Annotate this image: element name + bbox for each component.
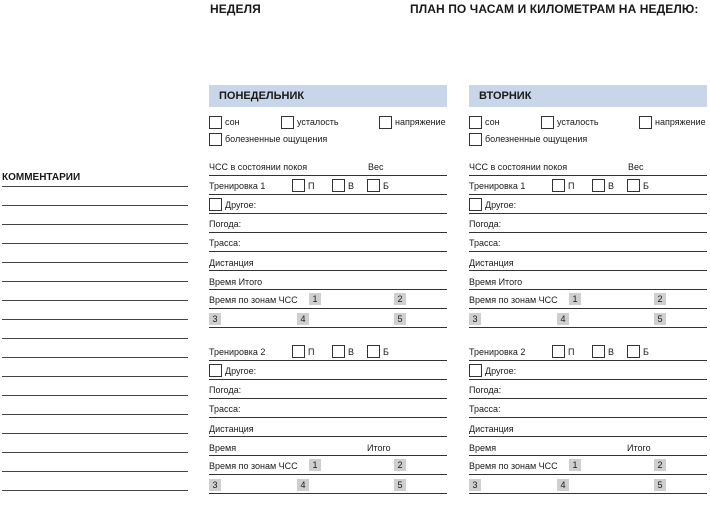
zone-4-tag: 4 [297, 479, 309, 491]
zone-3-tag: 3 [469, 313, 481, 325]
other-row[interactable] [209, 195, 447, 214]
hr-zones-label: Время по зонам ЧСС [209, 461, 298, 471]
route-label: Трасса: [209, 238, 241, 248]
comment-line[interactable] [2, 395, 188, 396]
time-total-label: Время Итого [469, 277, 523, 287]
route-label: Трасса: [469, 238, 501, 248]
type-v-label: В [608, 347, 615, 357]
type-v-label: В [348, 181, 355, 191]
tension-checkbox[interactable] [379, 116, 392, 129]
resting-hr-label: ЧСС в состоянии покоя [209, 162, 308, 172]
resting-hr-row[interactable] [209, 157, 447, 176]
fatigue-label: усталость [557, 117, 599, 127]
day-block-monday [209, 85, 447, 506]
zone-5-tag: 5 [654, 479, 666, 491]
pain-checkbox[interactable] [209, 133, 222, 146]
other-row[interactable] [209, 361, 447, 380]
resting-hr-row[interactable] [469, 157, 707, 176]
training1-label: Тренировка 1 [469, 181, 526, 191]
time-total-row[interactable] [209, 271, 447, 290]
comment-line[interactable] [2, 433, 188, 434]
fatigue-checkbox[interactable] [541, 116, 554, 129]
comment-line[interactable] [2, 186, 188, 187]
weight-label: Вес [628, 162, 644, 172]
other-label: Другое: [485, 366, 517, 376]
day-block-tuesday [469, 85, 707, 506]
weight-label: Вес [368, 162, 384, 172]
distance-row[interactable] [469, 252, 707, 271]
tension-label: напряжение [655, 117, 706, 127]
training2-label: Тренировка 2 [209, 347, 266, 357]
type-v-label: В [608, 181, 615, 191]
time-row[interactable] [209, 437, 447, 456]
zone-4-tag: 4 [557, 313, 569, 325]
zone-4-tag: 4 [557, 479, 569, 491]
comment-line[interactable] [2, 471, 188, 472]
route-row[interactable] [469, 233, 707, 252]
hr-zones-label: Время по зонам ЧСС [209, 295, 298, 305]
comment-line[interactable] [2, 224, 188, 225]
type-v-label: В [348, 347, 355, 357]
other-label: Другое: [485, 200, 517, 210]
route-row[interactable] [209, 233, 447, 252]
zone-3-tag: 3 [209, 313, 221, 325]
comment-line[interactable] [2, 205, 188, 206]
type-v-checkbox[interactable] [592, 179, 605, 192]
type-b-checkbox[interactable] [367, 179, 380, 192]
zone-2-tag: 2 [654, 459, 666, 471]
sleep-checkbox[interactable] [469, 116, 482, 129]
route-row[interactable] [469, 399, 707, 418]
zone-3-tag: 3 [209, 479, 221, 491]
zone-2-tag: 2 [394, 459, 406, 471]
day-name: ВТОРНИК [479, 90, 532, 102]
other-label: Другое: [225, 200, 257, 210]
sleep-checkbox[interactable] [209, 116, 222, 129]
time-total-label: Время Итого [209, 277, 263, 287]
type-b-label: Б [383, 181, 389, 191]
type-b-checkbox[interactable] [367, 345, 380, 358]
training2-row [469, 342, 707, 361]
weather-row[interactable] [209, 380, 447, 399]
training1-label: Тренировка 1 [209, 181, 266, 191]
sleep-label: сон [225, 117, 240, 127]
tension-label: напряжение [395, 117, 446, 127]
hr-zones-row-2[interactable] [209, 475, 447, 494]
comment-line[interactable] [2, 319, 188, 320]
distance-row[interactable] [469, 418, 707, 437]
hr-zones-row[interactable] [209, 456, 447, 475]
route-label: Трасса: [469, 404, 501, 414]
weather-row[interactable] [469, 380, 707, 399]
type-p-label: П [568, 347, 575, 357]
pain-label: болезненные ощущения [225, 134, 328, 144]
zone-3-tag: 3 [469, 479, 481, 491]
comment-line[interactable] [2, 414, 188, 415]
time-row[interactable] [469, 437, 707, 456]
zone-1-tag: 1 [309, 459, 321, 471]
type-b-label: Б [383, 347, 389, 357]
zone-5-tag: 5 [394, 479, 406, 491]
comment-line[interactable] [2, 262, 188, 263]
weather-label: Погода: [209, 385, 242, 395]
other-checkbox[interactable] [469, 364, 482, 377]
time-total-row[interactable] [469, 271, 707, 290]
weather-row[interactable] [469, 214, 707, 233]
day-name: ПОНЕДЕЛЬНИК [219, 90, 305, 102]
type-v-checkbox[interactable] [592, 345, 605, 358]
plan-title: ПЛАН ПО ЧАСАМ И КИЛОМЕТРАМ НА НЕДЕЛЮ: [410, 2, 699, 16]
comment-line[interactable] [2, 300, 188, 301]
comment-line[interactable] [2, 452, 188, 453]
other-row[interactable] [469, 361, 707, 380]
distance-label: Дистанция [209, 424, 254, 434]
hr-zones-label: Время по зонам ЧСС [469, 461, 558, 471]
hr-zones-row[interactable] [209, 290, 447, 309]
day-header [469, 85, 707, 107]
zone-1-tag: 1 [309, 293, 321, 305]
comment-line[interactable] [2, 357, 188, 358]
sleep-label: сон [485, 117, 500, 127]
other-checkbox[interactable] [209, 198, 222, 211]
route-row[interactable] [209, 399, 447, 418]
route-label: Трасса: [209, 404, 241, 414]
zone-5-tag: 5 [394, 313, 406, 325]
other-row[interactable] [469, 195, 707, 214]
training2-row [209, 342, 447, 361]
distance-label: Дистанция [209, 258, 254, 268]
comment-line[interactable] [2, 490, 188, 491]
distance-row[interactable] [209, 252, 447, 271]
total-label: Итого [367, 443, 391, 453]
other-checkbox[interactable] [209, 364, 222, 377]
zone-2-tag: 2 [394, 293, 406, 305]
type-b-checkbox[interactable] [627, 179, 640, 192]
comment-line[interactable] [2, 281, 188, 282]
zone-2-tag: 2 [654, 293, 666, 305]
tension-checkbox[interactable] [639, 116, 652, 129]
training1-row [469, 176, 707, 195]
weather-label: Погода: [209, 219, 242, 229]
distance-label: Дистанция [469, 424, 514, 434]
hr-zones-row-2[interactable] [469, 475, 707, 494]
type-b-checkbox[interactable] [627, 345, 640, 358]
type-p-label: П [568, 181, 575, 191]
hr-zones-row-2[interactable] [469, 309, 707, 328]
week-title: НЕДЕЛЯ [210, 2, 261, 16]
other-label: Другое: [225, 366, 257, 376]
type-p-checkbox[interactable] [552, 345, 565, 358]
hr-zones-row[interactable] [469, 456, 707, 475]
type-b-label: Б [643, 347, 649, 357]
pain-checkbox[interactable] [469, 133, 482, 146]
hr-zones-label: Время по зонам ЧСС [469, 295, 558, 305]
comments-label: КОММЕНТАРИИ [2, 172, 81, 183]
comment-line[interactable] [2, 338, 188, 339]
time-label: Время [209, 443, 237, 453]
pain-label: болезненные ощущения [485, 134, 588, 144]
hr-zones-row[interactable] [469, 290, 707, 309]
hr-zones-row-2[interactable] [209, 309, 447, 328]
day-header [209, 85, 447, 107]
comment-line[interactable] [2, 376, 188, 377]
training2-label: Тренировка 2 [469, 347, 526, 357]
type-b-label: Б [643, 181, 649, 191]
zone-5-tag: 5 [654, 313, 666, 325]
training1-row [209, 176, 447, 195]
type-p-checkbox[interactable] [552, 179, 565, 192]
zone-4-tag: 4 [297, 313, 309, 325]
other-checkbox[interactable] [469, 198, 482, 211]
distance-row[interactable] [209, 418, 447, 437]
zone-1-tag: 1 [569, 459, 581, 471]
type-v-checkbox[interactable] [332, 179, 345, 192]
type-p-label: П [308, 181, 315, 191]
fatigue-checkbox[interactable] [281, 116, 294, 129]
resting-hr-label: ЧСС в состоянии покоя [469, 162, 568, 172]
total-label: Итого [627, 443, 651, 453]
zone-1-tag: 1 [569, 293, 581, 305]
comment-line[interactable] [2, 243, 188, 244]
type-v-checkbox[interactable] [332, 345, 345, 358]
weather-label: Погода: [469, 385, 502, 395]
distance-label: Дистанция [469, 258, 514, 268]
time-label: Время [469, 443, 497, 453]
weather-label: Погода: [469, 219, 502, 229]
type-p-label: П [308, 347, 315, 357]
type-p-checkbox[interactable] [292, 345, 305, 358]
type-p-checkbox[interactable] [292, 179, 305, 192]
weather-row[interactable] [209, 214, 447, 233]
fatigue-label: усталость [297, 117, 339, 127]
